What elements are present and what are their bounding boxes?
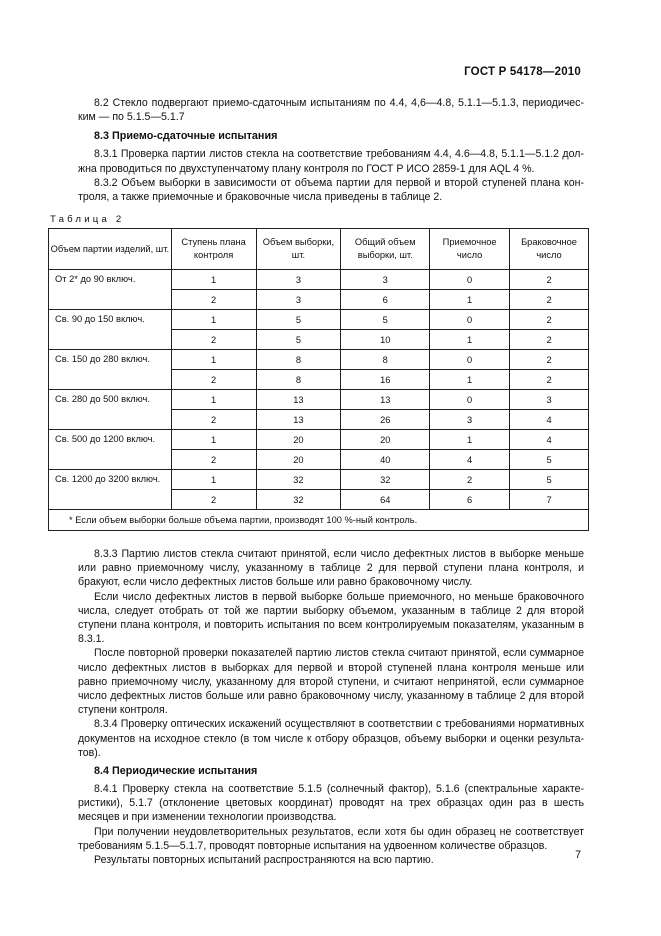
table-cell: 1 (171, 270, 256, 290)
lot-size-cell: Св. 280 до 500 включ. (49, 390, 172, 430)
table-cell: 32 (256, 490, 341, 510)
table-cell: 2 (510, 370, 589, 390)
table-cell: 3 (510, 390, 589, 410)
paragraph-8-3-3: 8.3.3 Партию листов стекла считают принятой, если число дефектных листов в выборке меньше или равно приемочному числу, указанному в таблице 2 для первой ступени плана контроля, и бракуют, если число дефектных листов больше или равно браковочному числу. (78, 548, 584, 589)
table-cell: 2 (510, 350, 589, 370)
col-header-reject-number: Браковочное число (510, 229, 589, 270)
lot-size-cell: Св. 1200 до 3200 включ. (49, 470, 172, 510)
table-cell: 2 (430, 470, 510, 490)
paragraph-8-4-1: 8.4.1 Проверку стекла на соответствие 5.1.5 (солнечный фактор), 5.1.6 (спектральные характеристики), 5.1.7 (отклонение цветовых координат) проводят на трех образцах один раз в шесть месяцев и при изменении технологии производства. (78, 783, 584, 824)
table-row (49, 270, 589, 290)
table-cell: 8 (256, 350, 341, 370)
table-caption: Таблица 2 (50, 214, 125, 225)
table-cell: 20 (256, 430, 341, 450)
table-row (49, 430, 589, 450)
table-cell: 4 (430, 450, 510, 470)
table-cell: 5 (256, 330, 341, 350)
table-cell: 1 (430, 370, 510, 390)
body-section (78, 547, 584, 867)
table-cell: 2 (510, 330, 589, 350)
col-header-accept-number: Приемочное число (430, 229, 510, 270)
table-cell: 13 (256, 390, 341, 410)
table-cell: 13 (256, 410, 341, 430)
table-cell: 0 (430, 390, 510, 410)
table-cell: 1 (171, 430, 256, 450)
table-cell: 20 (256, 450, 341, 470)
sampling-plan-table (48, 228, 589, 531)
document-standard-id: ГОСТ Р 54178—2010 (464, 66, 581, 78)
table-cell: 2 (171, 410, 256, 430)
table-cell: 2 (171, 490, 256, 510)
lot-size-cell: Св. 150 до 280 включ. (49, 350, 172, 390)
lot-size-cell: Св. 90 до 150 включ. (49, 310, 172, 350)
table-cell: 6 (341, 290, 430, 310)
table-cell: 3 (341, 270, 430, 290)
lot-size-cell: Св. 500 до 1200 включ. (49, 430, 172, 470)
intro-section (78, 96, 584, 204)
paragraph-8-2: 8.2 Стекло подвергают приемо-сдаточным испытаниям по 4.4, 4,6—4.8, 5.1.1—5.1.3, периодическим — по 5.1.5—5.1.7 (78, 97, 584, 124)
table-row (49, 390, 589, 410)
table-cell: 3 (256, 270, 341, 290)
table-cell: 1 (171, 310, 256, 330)
table-cell: 16 (341, 370, 430, 390)
col-header-sample-size: Объем выборки, шт. (256, 229, 341, 270)
table-cell: 8 (256, 370, 341, 390)
col-header-lot-size: Объем партии изделий, шт. (49, 229, 172, 270)
table-cell: 26 (341, 410, 430, 430)
lot-size-cell: От 2* до 90 включ. (49, 270, 172, 310)
table-cell: 2 (171, 290, 256, 310)
table-cell: 5 (510, 450, 589, 470)
table-cell: 2 (171, 330, 256, 350)
table-cell: 5 (510, 470, 589, 490)
paragraph-after-recheck: После повторной проверки показателей партию листов стекла считают принятой, если суммарное число дефектных листов в выборках для первой и второй ступеней плана контроля меньше или равно приемочному числу, указанному для второй ступени, и считают непринятой, если суммарное число дефектных листов больше или равно браковочному числу, указанному в таблице 2 для второй ступени контроля. (78, 647, 584, 717)
table-cell: 2 (510, 270, 589, 290)
table-cell: 2 (510, 310, 589, 330)
table-cell: 1 (430, 430, 510, 450)
paragraph-defects-between: Если число дефектных листов в первой выборке больше приемочного, но меньше браковочного числа, следует отобрать от той же партии выборку объемом, указанным в таблице 2 для второй ступени плана контроля, и повторить испытания по всем контролируемым показателям, указанным в 8.3.1. (78, 590, 584, 646)
table-cell: 0 (430, 310, 510, 330)
table-cell: 3 (256, 290, 341, 310)
table-cell: 32 (341, 470, 430, 490)
table-cell: 5 (256, 310, 341, 330)
table-cell: 6 (430, 490, 510, 510)
table-cell: 1 (171, 350, 256, 370)
table-cell: 1 (171, 390, 256, 410)
table-cell: 1 (430, 330, 510, 350)
col-header-total-sample: Общий объем выборки, шт. (341, 229, 430, 270)
table-cell: 4 (510, 410, 589, 430)
paragraph-8-3-4: 8.3.4 Проверку оптических искажений осуществляют в соответствии с требованиями нормативных документов на исходное стекло (в том числе к отбору образцов, объему выборки и оценки результатов). (78, 718, 584, 759)
paragraph-8-3-2: 8.3.2 Объем выборки в зависимости от объема партии для первой и второй ступеней плана контроля, а также приемочные и браковочные числа приведены в таблице 2. (78, 176, 584, 204)
table-cell: 3 (430, 410, 510, 430)
table-cell: 20 (341, 430, 430, 450)
table-cell: 10 (341, 330, 430, 350)
heading-8-3: 8.3 Приемо-сдаточные испытания (94, 130, 278, 143)
table-cell: 2 (171, 450, 256, 470)
heading-8-4: 8.4 Периодические испытания (94, 765, 258, 778)
paragraph-unsatisfactory: При получении неудовлетворительных результатов, если хотя бы один образец не соответствует требованиям 5.1.5—5.1.7, проводят повторные испытания на удвоенном количестве образцов. (78, 825, 584, 852)
table-cell: 64 (341, 490, 430, 510)
table-cell: 4 (510, 430, 589, 450)
table-cell: 5 (341, 310, 430, 330)
table-cell: 1 (171, 470, 256, 490)
table-cell: 8 (341, 350, 430, 370)
table-cell: 0 (430, 270, 510, 290)
table-cell: 2 (171, 370, 256, 390)
table-row (49, 310, 589, 330)
table-footnote: * Если объем выборки больше объема партии, производят 100 %-ный контроль. (49, 510, 589, 531)
page-number: 7 (575, 849, 581, 861)
paragraph-repeat-results: Результаты повторных испытаний распространяются на всю партию. (94, 854, 434, 867)
table-footnote-row (49, 510, 589, 531)
table-cell: 13 (341, 390, 430, 410)
table-row (49, 350, 589, 370)
table-cell: 40 (341, 450, 430, 470)
table-header-row (49, 229, 589, 270)
table-cell: 32 (256, 470, 341, 490)
table-cell: 7 (510, 490, 589, 510)
col-header-stage: Ступень плана контроля (171, 229, 256, 270)
table-cell: 2 (510, 290, 589, 310)
paragraph-8-3-1: 8.3.1 Проверка партии листов стекла на соответствие требованиям 4.4, 4.6—4.8, 5.1.1—5.1.2 должна проводиться по двухступенчатому плану контроля по ГОСТ Р ИСО 2859-1 для AQL 4 %. (78, 148, 584, 175)
table-row (49, 470, 589, 490)
table-cell: 1 (430, 290, 510, 310)
table-cell: 0 (430, 350, 510, 370)
